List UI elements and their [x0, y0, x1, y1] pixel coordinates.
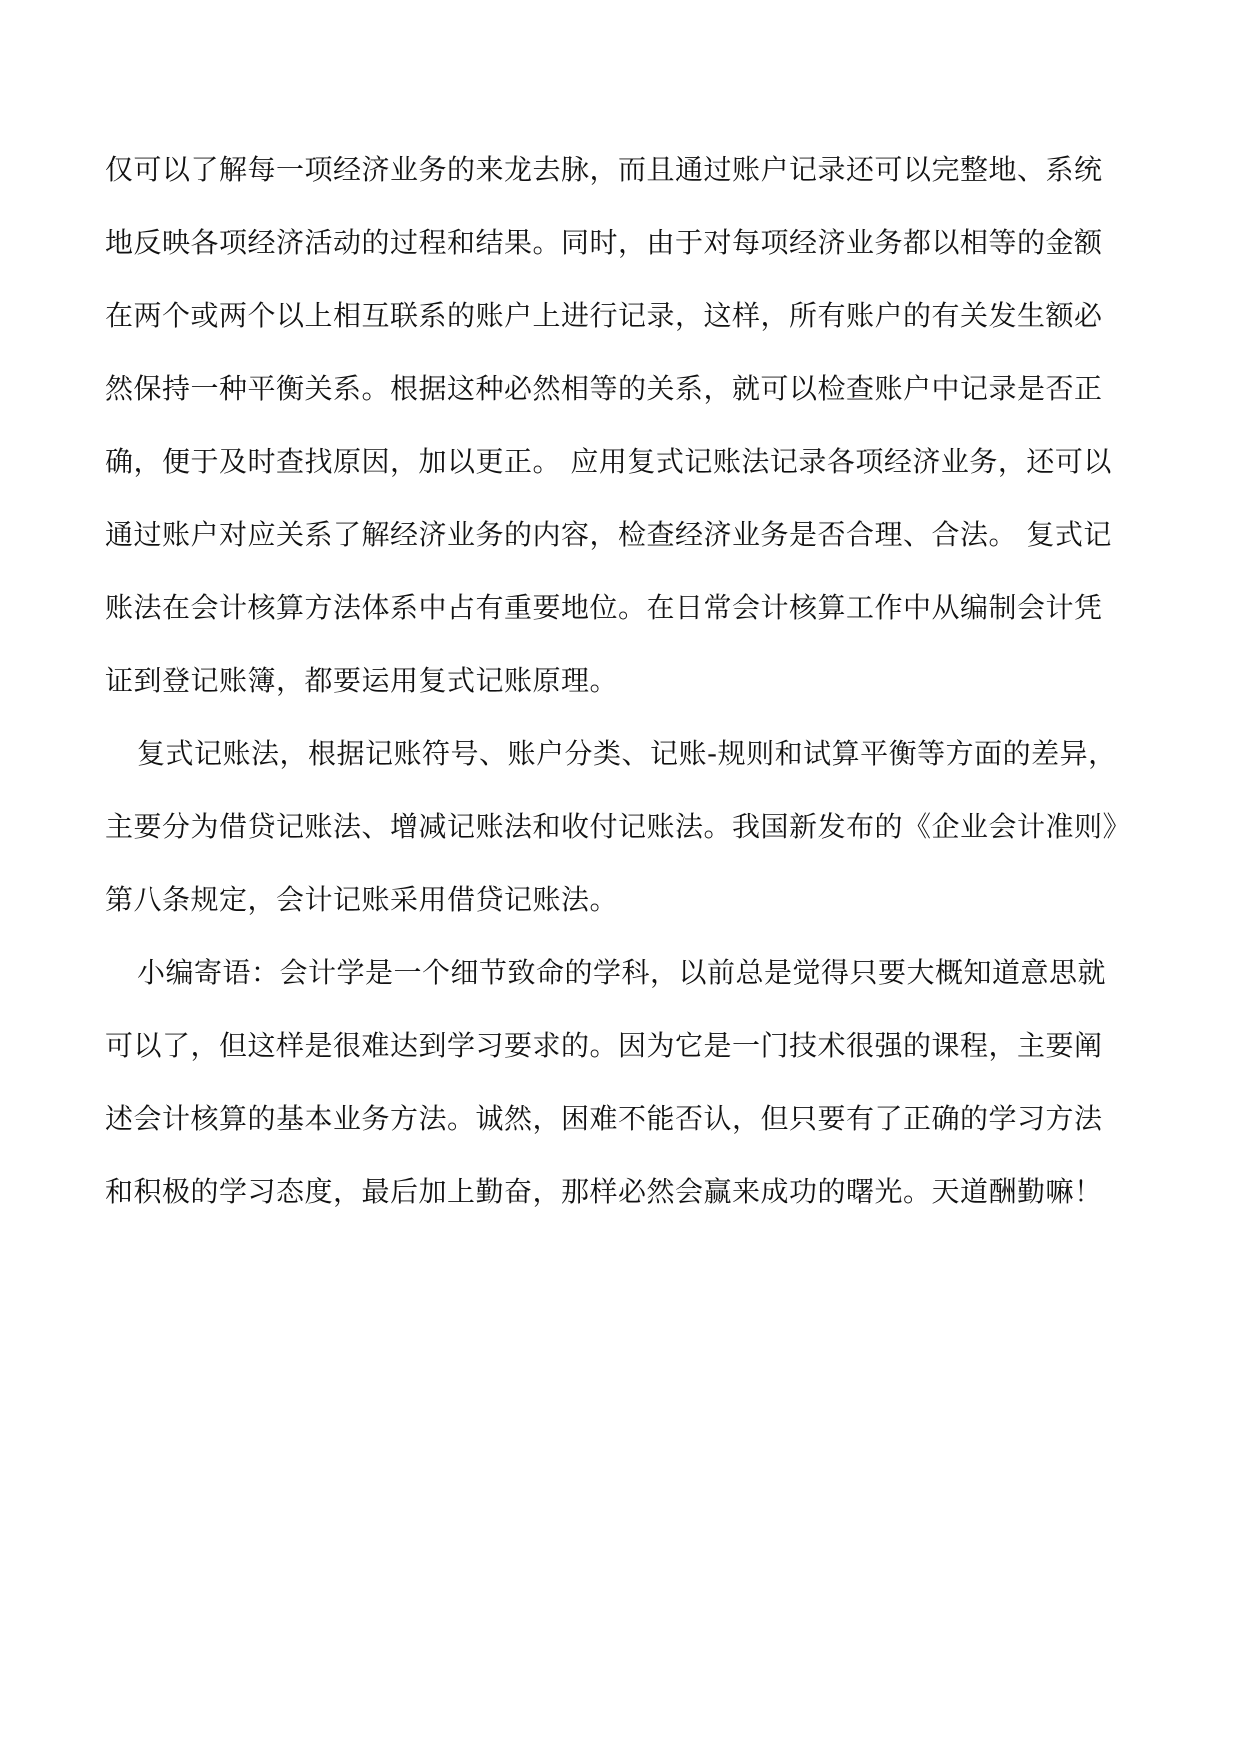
text-line: 确，便于及时查找原因，加以更正。 应用复式记账法记录各项经济业务，还可以	[105, 445, 1112, 478]
text-line: 可以了，但这样是很难达到学习要求的。因为它是一门技术很强的课程，主要阐	[105, 1029, 1103, 1062]
text-line: 然保持一种平衡关系。根据这种必然相等的关系，就可以检查账户中记录是否正	[105, 372, 1103, 405]
text-line: 仅可以了解每一项经济业务的来龙去脉，而且通过账户记录还可以完整地、系统	[105, 153, 1103, 186]
text-line: 述会计核算的基本业务方法。诚然，困难不能否认，但只要有了正确的学习方法	[105, 1102, 1103, 1135]
text-line: 主要分为借贷记账法、增减记账法和收付记账法。我国新发布的《企业会计准则》	[105, 810, 1132, 843]
text-line: 在两个或两个以上相互联系的账户上进行记录，这样，所有账户的有关发生额必	[105, 299, 1103, 332]
text-line: 证到登记账簿，都要运用复式记账原理。	[105, 664, 619, 697]
text-line: 通过账户对应关系了解经济业务的内容，检查经济业务是否合理、合法。 复式记	[105, 518, 1112, 551]
paragraph-start-line: 复式记账法，根据记账符号、账户分类、记账-规则和试算平衡等方面的差异，	[137, 737, 1117, 770]
paragraph-start-line: 小编寄语：会计学是一个细节致命的学科，以前总是觉得只要大概知道意思就	[137, 956, 1107, 989]
text-line: 账法在会计核算方法体系中占有重要地位。在日常会计核算工作中从编制会计凭	[105, 591, 1103, 624]
text-line: 地反映各项经济活动的过程和结果。同时，由于对每项经济业务都以相等的金额	[105, 226, 1103, 259]
text-line: 第八条规定，会计记账采用借贷记账法。	[105, 883, 619, 916]
text-line: 和积极的学习态度，最后加上勤奋，那样必然会赢来成功的曙光。天道酬勤嘛！	[105, 1175, 1103, 1208]
